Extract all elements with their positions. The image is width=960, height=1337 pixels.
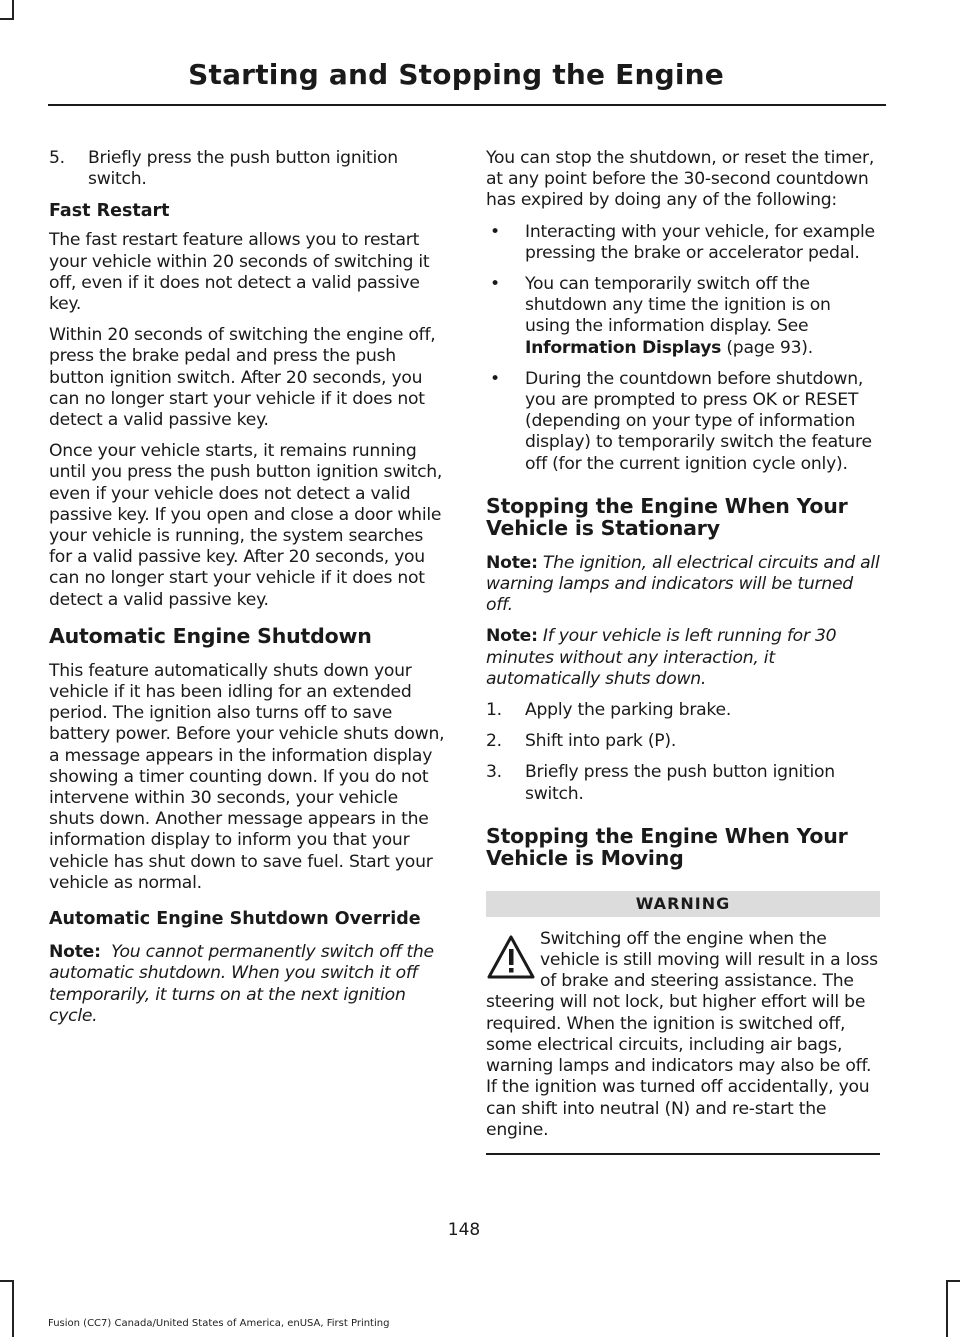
bullet-marker: • bbox=[490, 368, 500, 389]
left-column bbox=[49, 148, 447, 1037]
step-list-continued bbox=[49, 148, 447, 190]
crop-mark bbox=[0, 18, 14, 20]
bullet-item bbox=[486, 369, 880, 475]
warning-banner: WARNING bbox=[486, 891, 880, 917]
note-label: Note: bbox=[486, 552, 538, 573]
page-title: Starting and Stopping the Engine bbox=[188, 58, 724, 91]
fast-restart-heading: Fast Restart bbox=[49, 201, 170, 222]
footer-text: Fusion (CC7) Canada/United States of America, enUSA, First Printing bbox=[48, 1318, 390, 1329]
override-heading: Automatic Engine Shutdown Override bbox=[49, 909, 421, 930]
bullet-text: You can temporarily switch off the shutdown any time the ignition is on using the information display. See bbox=[525, 274, 831, 337]
bullet-item bbox=[486, 222, 880, 264]
bullet-text: During the countdown before shutdown, you are prompted to press OK or RESET (depending on your type of information display) to temporarily switch the feature off (for the current ignition cycle only). bbox=[525, 368, 872, 474]
bullet-item bbox=[486, 274, 880, 359]
warning-box bbox=[486, 929, 880, 1155]
paragraph: The fast restart feature allows you to restart your vehicle within 20 seconds of switching it off, even if it does not detect a valid passive key. bbox=[49, 230, 430, 315]
step-text: Apply the parking brake. bbox=[525, 700, 732, 721]
step-text: Shift into park (P). bbox=[525, 731, 677, 752]
right-column bbox=[486, 148, 880, 1155]
auto-shutdown-heading: Automatic Engine Shutdown bbox=[49, 623, 372, 648]
step-number: 3. bbox=[486, 762, 502, 783]
note-label: Note: bbox=[486, 626, 538, 647]
paragraph: Once your vehicle starts, it remains running until you press the push button ignition switch, even if your vehicle does not detect a valid passive key. If you open and close a door while your vehicle is running, the system searches for a valid passive key. After 20 seconds, you can no longer start your vehicle if it does not detect a valid passive key. bbox=[49, 441, 443, 610]
paragraph: This feature automatically shuts down your vehicle if it has been idling for an extended period. The ignition also turns off to save battery power. Before your vehicle shuts down, a message appears in the information display showing a timer counting down. If you do not intervene within 30 seconds, your vehicle shuts down. Another message appears in the information display to inform you that your vehicle has shut down to save fuel. Start your vehicle as normal. bbox=[49, 660, 445, 893]
step-item bbox=[486, 700, 880, 721]
crop-mark bbox=[946, 1280, 948, 1337]
step-text: Briefly press the push button ignition switch. bbox=[88, 148, 398, 190]
paragraph: Within 20 seconds of switching the engine off, press the brake pedal and press the push button ignition switch. After 20 seconds, you can no longer start your vehicle if it does not detect a valid passive key. bbox=[49, 325, 436, 431]
stationary-heading: Stopping the Engine When Your Vehicle is Stationary bbox=[486, 493, 848, 540]
bullet-marker: • bbox=[490, 221, 500, 242]
cross-reference-link[interactable]: Information Displays bbox=[525, 337, 722, 358]
page-number: 148 bbox=[447, 1220, 481, 1240]
step-list bbox=[486, 700, 880, 805]
note-text: You cannot permanently switch off the automatic shutdown. When you switch it off temporarily, it turns on at the next ignition cycle. bbox=[49, 942, 434, 1026]
warning-triangle-icon bbox=[486, 933, 536, 981]
paragraph: You can stop the shutdown, or reset the timer, at any point before the 30-second countdown has expired by doing any of the following: bbox=[486, 148, 875, 211]
warning-text: Switching off the engine when the vehicle is still moving will result in a loss of brake and steering assistance. The steering will not lock, but higher effort will be required. When the ignition is switched off, some electrical circuits, including air bags, warning lamps and indicators may also be off. If the ignition was turned off accidentally, you can shift into neutral (N) and re-start the engine. bbox=[486, 928, 878, 1140]
crop-mark bbox=[0, 1280, 14, 1282]
step-text: Briefly press the push button ignition switch. bbox=[525, 762, 835, 804]
step-number: 5. bbox=[49, 148, 65, 168]
page-reference: (page 93). bbox=[721, 337, 813, 358]
bullet-list bbox=[486, 222, 880, 475]
step-item bbox=[486, 762, 880, 804]
bullet-marker: • bbox=[490, 274, 500, 295]
step-item bbox=[486, 731, 880, 752]
crop-mark bbox=[12, 1280, 14, 1337]
note-text: The ignition, all electrical circuits and all warning lamps and indicators will be turned off. bbox=[486, 552, 880, 616]
crop-mark bbox=[946, 1280, 960, 1282]
header-rule bbox=[48, 104, 886, 106]
step-item bbox=[49, 148, 447, 190]
step-number: 1. bbox=[486, 700, 502, 721]
crop-mark bbox=[12, 0, 14, 20]
bullet-text: Interacting with your vehicle, for example pressing the brake or accelerator pedal. bbox=[525, 221, 875, 263]
note-label: Note: bbox=[49, 942, 101, 963]
step-number: 2. bbox=[486, 731, 502, 752]
moving-heading: Stopping the Engine When Your Vehicle is Moving bbox=[486, 823, 848, 870]
note-text: If your vehicle is left running for 30 minutes without any interaction, it automatically shuts down. bbox=[486, 626, 837, 689]
note bbox=[486, 626, 880, 690]
override-note bbox=[49, 942, 447, 1027]
note bbox=[486, 553, 880, 617]
